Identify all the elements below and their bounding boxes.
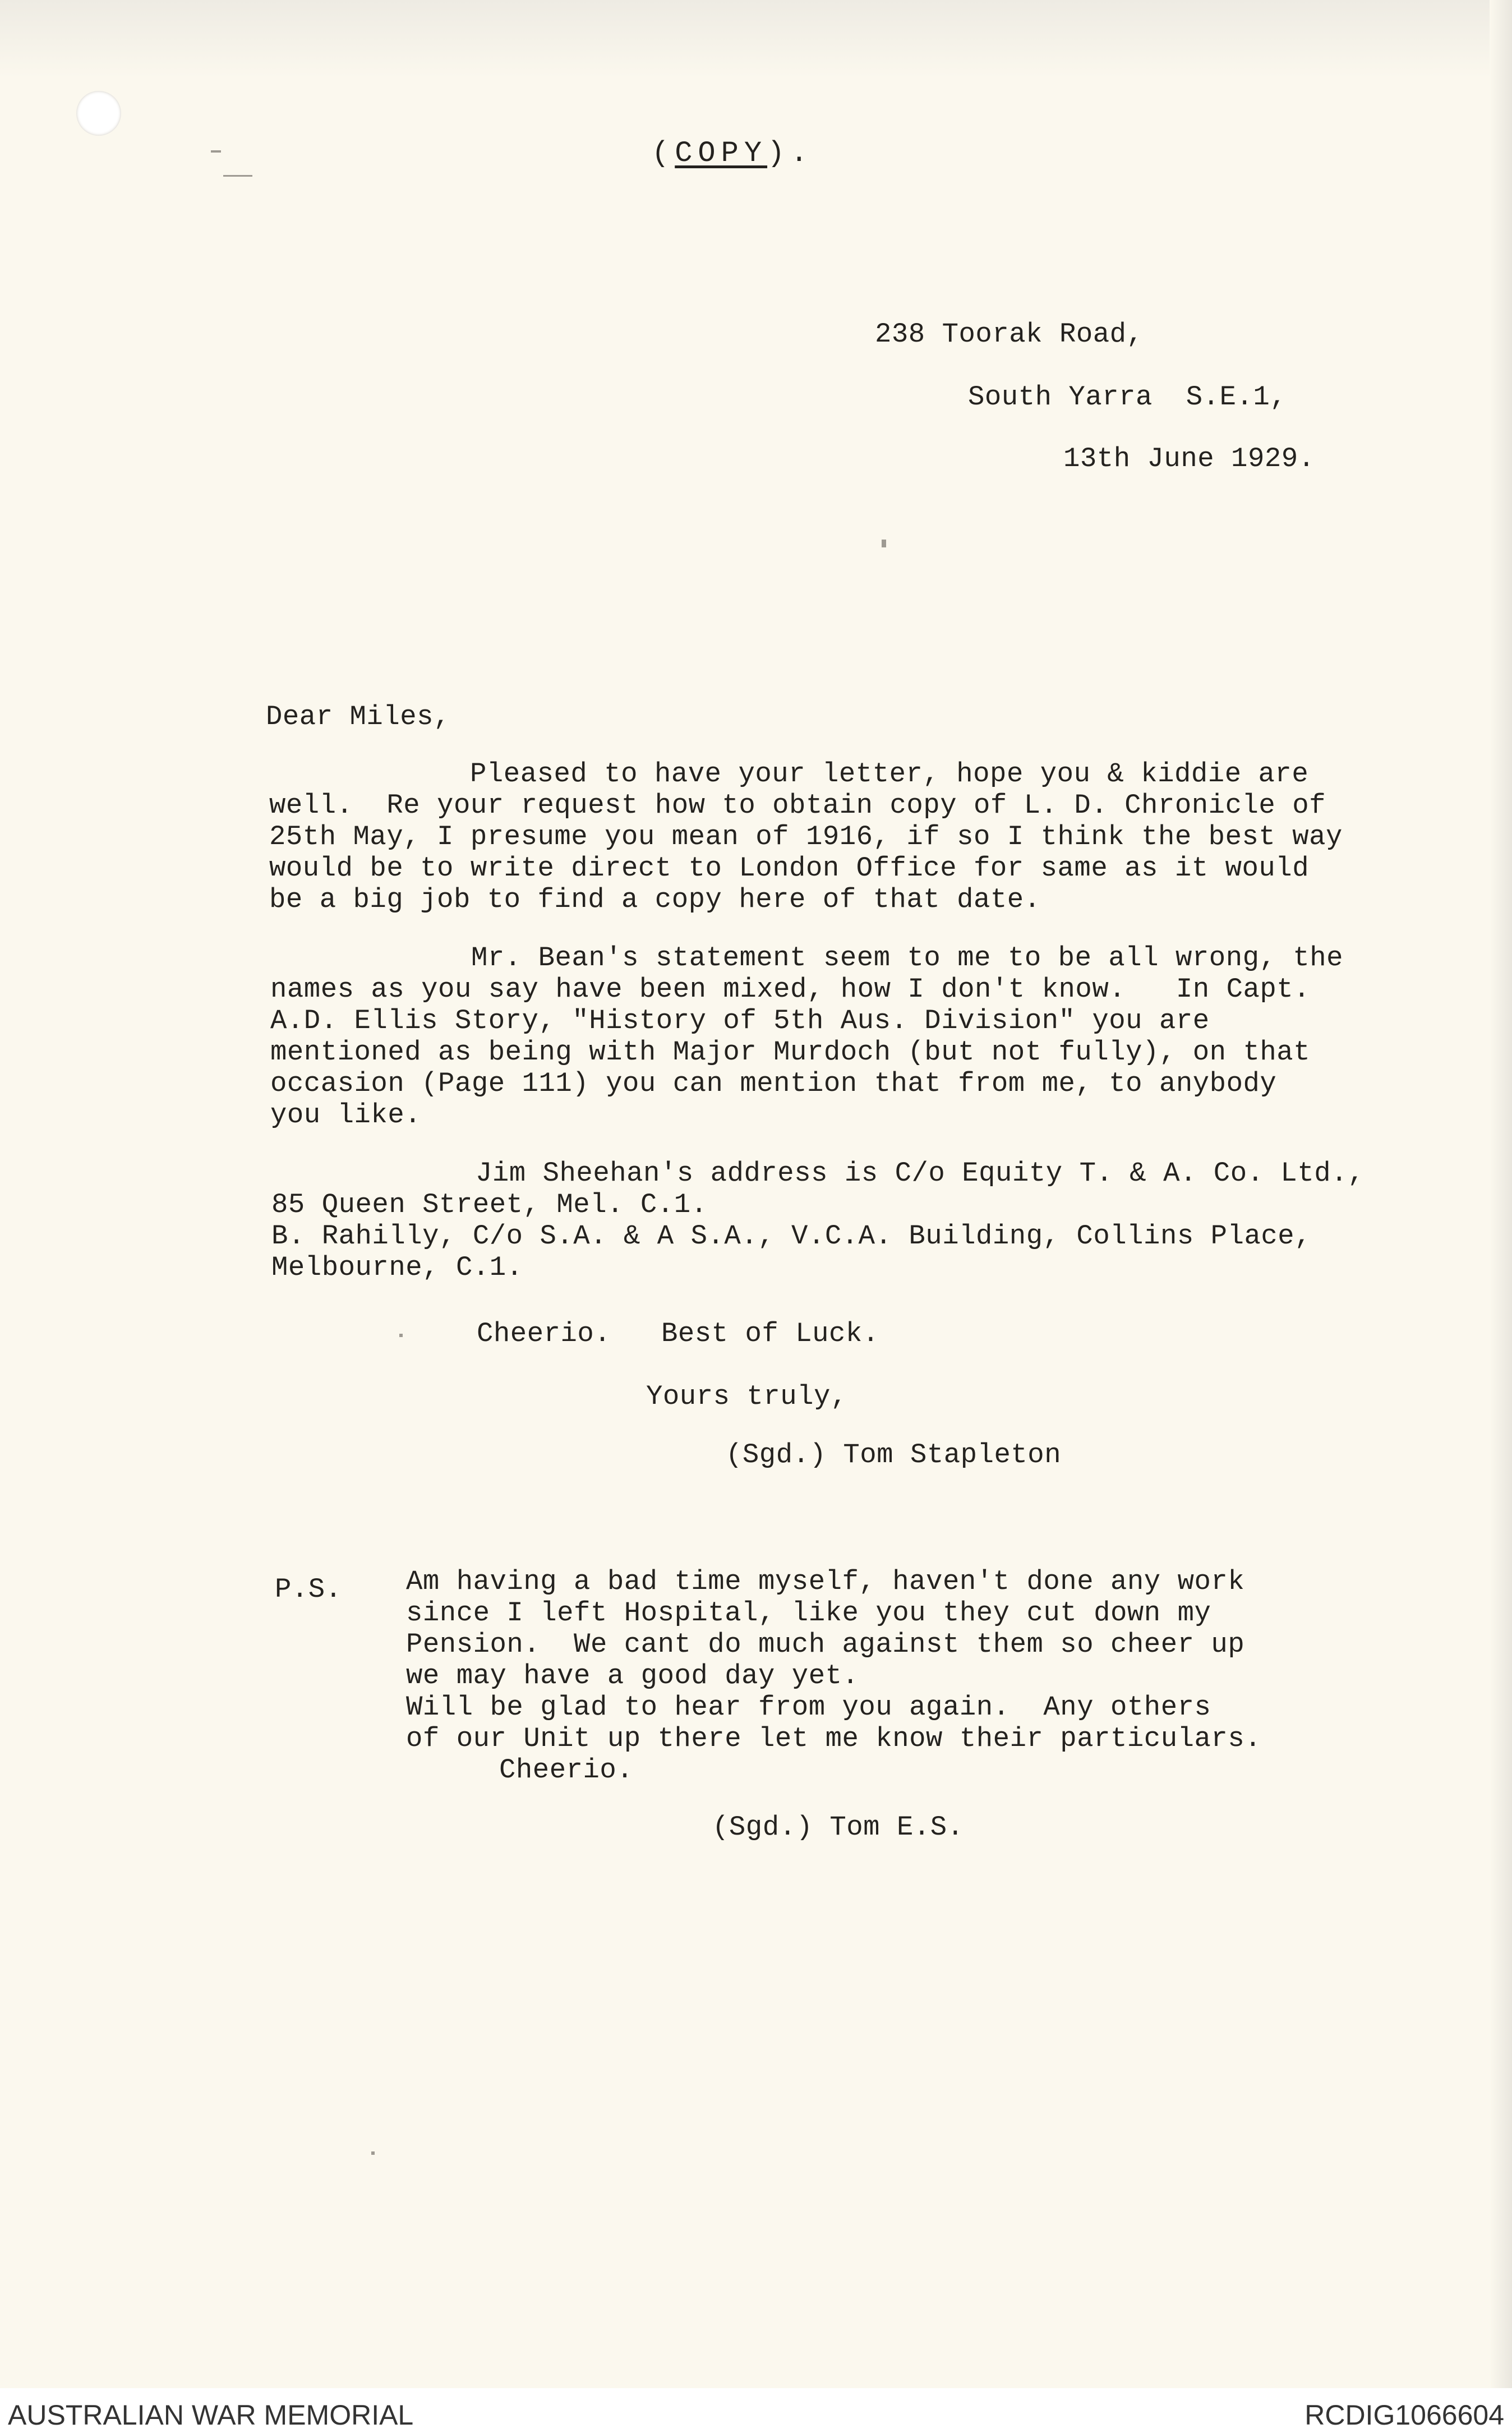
- body-line: mentioned as being with Major Murdoch (but not fully), on that: [270, 1036, 1311, 1068]
- closing-cheerio: Cheerio. Best of Luck.: [477, 1318, 879, 1349]
- copy-heading-close: ).: [767, 137, 814, 170]
- postscript-line: since I left Hospital, like you they cut down my: [406, 1597, 1211, 1629]
- body-line: be a big job to find a copy here of that date.: [269, 884, 1041, 915]
- paper-mark: [211, 150, 221, 153]
- letter-date: 13th June 1929.: [1063, 443, 1315, 474]
- copy-heading: [652, 137, 813, 171]
- postscript-signature: (Sgd.) Tom E.S.: [712, 1812, 964, 1843]
- body-line: Jim Sheehan's address is C/o Equity T. & A. Co. Ltd.,: [476, 1158, 1365, 1189]
- body-line: 25th May, I presume you mean of 1916, if so I think the best way: [269, 821, 1343, 853]
- body-line: Pleased to have your letter, hope you & kiddie are: [470, 758, 1309, 790]
- body-line: names as you say have been mixed, how I don't know. In Capt.: [270, 974, 1311, 1005]
- body-line: 85 Queen Street, Mel. C.1.: [271, 1189, 708, 1220]
- postscript-line: Am having a bad time myself, haven't done any work: [406, 1566, 1245, 1597]
- paper-speck: [371, 2151, 375, 2155]
- paper-speck: [399, 1334, 403, 1337]
- postscript-line: we may have a good day yet.: [406, 1660, 859, 1692]
- body-line: well. Re your request how to obtain copy of L. D. Chronicle of: [269, 790, 1326, 821]
- postscript-label: P.S.: [275, 1574, 342, 1605]
- postscript-cheerio: Cheerio.: [499, 1754, 634, 1786]
- salutation: Dear Miles,: [266, 701, 450, 732]
- body-line: Melbourne, C.1.: [271, 1252, 523, 1283]
- body-line: A.D. Ellis Story, "History of 5th Aus. Division" you are: [270, 1005, 1210, 1036]
- body-line: Mr. Bean's statement seem to me to be all wrong, the: [471, 942, 1344, 974]
- footer-reference: RCDIG1066604: [1304, 2399, 1504, 2431]
- copy-heading-open: (: [652, 137, 675, 170]
- footer-institution: AUSTRALIAN WAR MEMORIAL: [8, 2399, 414, 2431]
- postscript-line: Pension. We cant do much against them so cheer up: [406, 1629, 1245, 1660]
- address-line-2: South Yarra S.E.1,: [968, 381, 1287, 413]
- body-line: would be to write direct to London Office for same as it would: [269, 853, 1310, 884]
- address-line-1: 238 Toorak Road,: [875, 319, 1144, 350]
- signature: (Sgd.) Tom Stapleton: [726, 1439, 1062, 1471]
- body-line: B. Rahilly, C/o S.A. & A S.A., V.C.A. Building, Collins Place,: [271, 1220, 1312, 1252]
- paper-top-shadow: [0, 0, 1512, 79]
- body-line: you like.: [270, 1099, 422, 1131]
- copy-heading-word: COPY: [675, 137, 768, 170]
- paper-speck: [882, 540, 886, 547]
- closing-yours-truly: Yours truly,: [646, 1381, 847, 1412]
- paper-right-shadow: [1490, 0, 1512, 2388]
- body-line: occasion (Page 111) you can mention that from me, to anybody: [270, 1068, 1277, 1099]
- postscript-line: Will be glad to hear from you again. Any others: [406, 1692, 1211, 1723]
- postscript-line: of our Unit up there let me know their particulars.: [406, 1723, 1262, 1754]
- punch-hole: [76, 91, 121, 136]
- paper-mark: [223, 175, 252, 177]
